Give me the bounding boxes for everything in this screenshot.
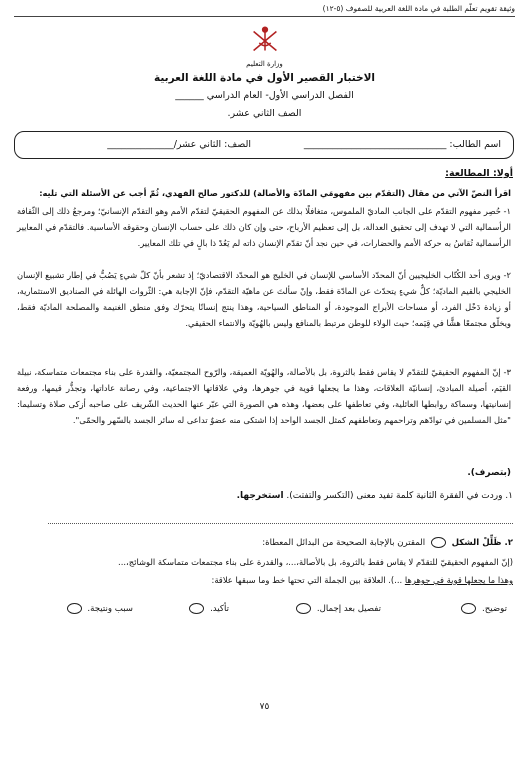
question-2-text-after: المقترن بالإجابة الصحيحة من البدائل المعطاة: bbox=[262, 538, 426, 548]
term-line: الفصل الدراسي الأول- العام الدراسي ______ bbox=[175, 90, 354, 101]
option-4-circle[interactable] bbox=[67, 603, 82, 614]
question-2 bbox=[262, 537, 513, 548]
option-1[interactable] bbox=[458, 603, 507, 614]
shade-circle-icon bbox=[431, 537, 446, 548]
question-2-sentence: (إنّ المفهوم الحقيقيّ للتقدّم لا يقاس فقط بالثروة، بل بالأصالة،...، والقدرة على بناء مجتمعات متماسكة الوشائج،... bbox=[118, 557, 513, 567]
section-heading: أولا: المطالعة: bbox=[445, 168, 513, 179]
question-1 bbox=[237, 491, 513, 501]
reading-intro bbox=[17, 186, 511, 202]
option-2[interactable] bbox=[293, 603, 381, 614]
option-4[interactable] bbox=[64, 603, 133, 614]
source-note: (بتصرف). bbox=[467, 468, 511, 478]
option-2-circle[interactable] bbox=[296, 603, 311, 614]
ministry-name: وزارة التعليم bbox=[246, 60, 283, 68]
exam-title: الاختبار القصير الأول في مادة اللغة العربية bbox=[153, 72, 376, 84]
option-1-circle[interactable] bbox=[461, 603, 476, 614]
paragraph-1: ١- حُصِر مفهوم التقدّم على الجانب الماديّ الملموس، متغافلًا بذلك عن المفهوم الحقيقيّ لتقدّم الأمم وهو التقدّم الإنسانيّ؛ ومرجعُ ذلك إلى الثّقافة الرأسمالية التي لا تهدف إلى تحقيق العدالة، بل إلى تعظيم الأرباح، حتى وإن كان ذلك على حساب الإنسان وحقوقه الأساسية. فالتقدّم في المعايير الرأسمالية تُقاسُ به حركة الأمم والحضارات، في حين نجد أنّ تقدّم الإنسان ذاته لم يَعُدْ ذا بالٍ في تلك المعايير. bbox=[17, 206, 511, 248]
option-3-circle[interactable] bbox=[189, 603, 204, 614]
option-3-label: تأكيد. bbox=[210, 604, 229, 614]
intro-text: اقرأ النصّ الآتي من مقال (التقدّم بين مفهومَي المادّة والأصالة) للدكتور صالح الفهدي، ثُمّ أجب عن الأسئلة التي تليه: bbox=[39, 188, 511, 198]
option-1-label: توضيح. bbox=[481, 604, 507, 614]
paragraph-2: ٢- ويرى أحد الكُتّاب الخليجيين أنّ المحدّد الأساسي للإنسان في الخليج هو المحدّد الاقتصاديّ؛ إذ تشعر بأنّ كلّ شيءٍ يَصُبُّ في إطار تشبيع الإنسان الخليجي بالقيم الماديّة؛ كلُّ شيءٍ يتحدّث عن المادّة فقط، وإنْ سألتَ عن ماهيّة التقدّم، فإنّ الإجابة هي: الثّروات الهائلة في الصناديق الاستثمارية، أو زيادة دَخْل الفرد، أو مساحات الأبراج الموجودة، أو المناطق السياحية، وهذا ينتج إنسانًا يتحرّك وفق منطق الغنيمة والمصلحة الماديّة فقط، ويخلّق مجتمعًا هشًّا في قِيَمه؛ حيث الولاء للوطن مرتبط بالمنافع وليس بالهُويّة والانتماء الحقيقي. bbox=[17, 270, 511, 328]
answer-line[interactable] bbox=[48, 523, 513, 524]
student-name-field[interactable]: اسم الطالب: ______________________________ bbox=[303, 139, 501, 150]
grade-line: الصف الثاني عشر. bbox=[227, 108, 302, 119]
student-grade-field[interactable]: الصف: الثاني عشر/______________ bbox=[107, 139, 251, 150]
page-number: ٧٥ bbox=[259, 702, 270, 712]
student-info-box bbox=[14, 131, 514, 159]
question-2-text: ٢. ظَلِّلْ الشكل bbox=[451, 538, 513, 548]
paragraph-3: ٣- إنّ المفهوم الحقيقيّ للتقدّم لا يقاس فقط بالثروة، بل بالأصالة، والهُويّة العميقة، والرّوح المجتمعيّة، والقدرة على بناء مجتمعات متماسكة، نبيلة القيَم، أصيلة المبادئ، إنسانيّة العلاقات، وهذا ما يجعلها قوية في جوهرها، وفي علاقاتها الاجتماعية، وفي رصانة عاداتها، وتجذُّر قيمها، ورفعة إنسانيتها، وسماكة روابطها العائلية، وفي تعاطفها على بعضها، وهذه هي الصورة التي عبّر عنها الحديث الشّريف على صاحبه أزكى صلاة وتسليما: "مثل المسلمين في توادّهم وتراحمهم وتعاطفهم كمثل الجسد الواحد إذا اشتكى منه عضوٌ تداعى له سائر الجسد بالسّهر والحمّى". bbox=[17, 367, 511, 425]
question-2-sentence-line-2 bbox=[212, 575, 514, 585]
option-3[interactable] bbox=[186, 603, 229, 614]
question-1-instruction: استخرجها. bbox=[236, 491, 284, 501]
option-4-label: سبب ونتيجة. bbox=[87, 604, 133, 614]
underlined-sentence: وهذا ما يجعلها قوية في جوهرها bbox=[404, 575, 513, 585]
document-title: وثيقة تقويم تعلّم الطلبة في مادة اللغة العربية للصفوف (٥-١٢) bbox=[14, 4, 515, 17]
ministry-emblem-icon bbox=[246, 22, 284, 60]
question-2-sentence-end: ...). العلاقة بين الجملة التي تحتها خط وما سبقها علاقة: bbox=[211, 575, 403, 585]
question-1-text: ١. وردت في الفقرة الثانية كلمة تفيد معنى (التكسر والتفتت). bbox=[286, 491, 513, 501]
option-2-label: تفصيل بعد إجمال. bbox=[316, 604, 381, 614]
